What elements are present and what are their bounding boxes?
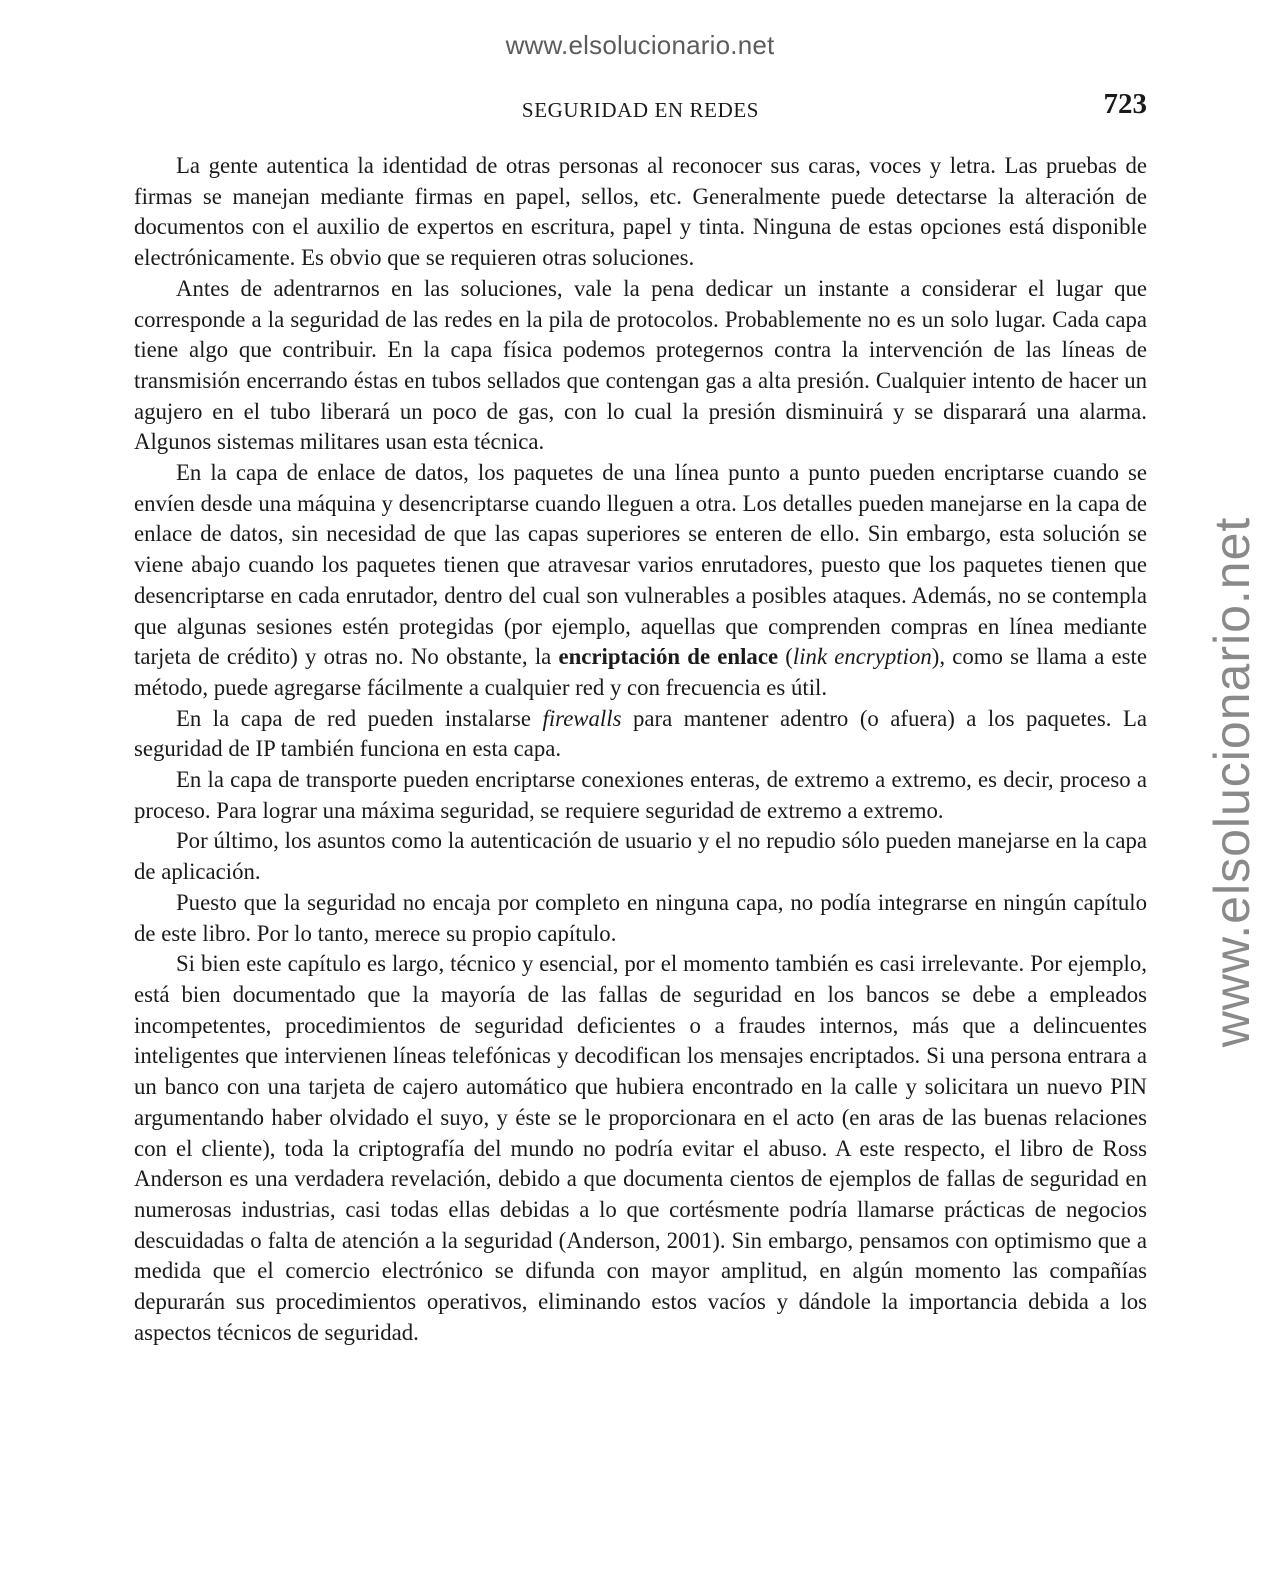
running-head xyxy=(134,88,1147,126)
term-firewalls: firewalls xyxy=(542,705,622,731)
watermark-side: www.elsolucionario.net xyxy=(1204,516,1260,1048)
paragraph-4-text-b: para mantener adentro (o afuera) a los paquetes. La seguridad de IP también funciona en esta capa. xyxy=(134,705,1147,762)
term-link-encryption: link encryption xyxy=(792,644,932,670)
paragraph-1: La gente autentica la identidad de otras personas al reconocer sus caras, voces y letra. Las pruebas de firmas se manejan mediante firmas en papel, sellos, etc. Generalmente puede detectarse la alteración de documentos con el auxilio de expertos en escritura, papel y tinta. Ninguna de estas opciones está disponible electrónicamente. Es obvio que se requieren otras soluciones. xyxy=(134,153,1147,271)
paragraph-3-text-b: ( xyxy=(778,644,793,670)
paragraph-6: Por último, los asuntos como la autenticación de usuario y el no repudio sólo pueden manejarse en la capa de aplicación. xyxy=(134,828,1147,885)
body-text xyxy=(134,151,1147,1348)
term-encriptacion-de-enlace: encriptación de enlace xyxy=(558,644,779,670)
paragraph-3-text-c: ), como se llama a este método, puede agregarse fácilmente a cualquier red y con frecuencia es útil. xyxy=(134,644,1147,700)
paragraph-7: Puesto que la seguridad no encaja por completo en ninguna capa, no podía integrarse en ningún capítulo de este libro. Por lo tanto, merece su propio capítulo. xyxy=(134,889,1147,946)
paragraph-8: Si bien este capítulo es largo, técnico y esencial, por el momento también es casi irrelevante. Por ejemplo, está bien documentado que la mayoría de las fallas de seguridad en los bancos se debe a empleados incompetentes, procedimientos de seguridad deficientes o a fraudes internos, más que a delincuentes inteligentes que intervienen líneas telefónicas y decodifican los mensajes encriptados. Si una persona entrara a un banco con una tarjeta de cajero automático que hubiera encontrado en la calle y solicitara un nuevo PIN argumentando haber olvidado el suyo, y éste se le proporcionara en el acto (en aras de las buenas relaciones con el cliente), toda la criptografía del mundo no podría evitar el abuso. A este respecto, el libro de Ross Anderson es una verdadera revelación, debido a que documenta cientos de ejemplos de fallas de seguridad en numerosas industrias, casi todas ellas debidas a lo que cortésmente podría llamarse prácticas de negocios descuidadas o falta de atención a la seguridad (Anderson, 2001). Sin embargo, pensamos con optimismo que a medida que el comercio electrónico se difunda con mayor amplitud, en algún momento las compañías depurarán sus procedimientos operativos, eliminando estos vacíos y dándole la importancia debida a los aspectos técnicos de seguridad. xyxy=(134,951,1147,1345)
running-title: SEGURIDAD EN REDES xyxy=(521,98,760,122)
paragraph-3 xyxy=(134,458,1147,704)
page-number: 723 xyxy=(1103,88,1147,120)
paragraph-3-text-a: En la capa de enlace de datos, los paquetes de una línea punto a punto pueden encriptarse cuando se envíen desde una máquina y desencriptarse cuando lleguen a otra. Los detalles pueden manejarse en la capa de enlace de datos, sin necesidad de que las capas superiores se enteren de ello. Sin embargo, esta solución se viene abajo cuando los paquetes tienen que atravesar varios enrutadores, puesto que los paquetes tienen que desencriptarse en cada enrutador, dentro del cual son vulnerables a posibles ataques. Además, no se contempla que algunas sesiones estén protegidas (por ejemplo, aquellas que comprenden compras en línea mediante tarjeta de crédito) y otras no. No obstante, la xyxy=(134,460,1147,670)
watermark-top: www.elsolucionario.net xyxy=(505,30,775,60)
paragraph-4 xyxy=(134,704,1147,765)
paragraph-2: Antes de adentrarnos en las soluciones, vale la pena dedicar un instante a considerar el lugar que corresponde a la seguridad de las redes en la pila de protocolos. Probablemente no es un solo lugar. Cada capa tiene algo que contribuir. En la capa física podemos protegernos contra la intervención de las líneas de transmisión encerrando éstas en tubos sellados que contengan gas a alta presión. Cualquier intento de hacer un agujero en el tubo liberará un poco de gas, con lo cual la presión disminuirá y se disparará una alarma. Algunos sistemas militares usan esta técnica. xyxy=(134,275,1147,455)
paragraph-5: En la capa de transporte pueden encriptarse conexiones enteras, de extremo a extremo, es decir, proceso a proceso. Para lograr una máxima seguridad, se requiere seguridad de extremo a extremo. xyxy=(134,767,1147,823)
paragraph-4-text-a: En la capa de red pueden instalarse xyxy=(176,705,543,731)
